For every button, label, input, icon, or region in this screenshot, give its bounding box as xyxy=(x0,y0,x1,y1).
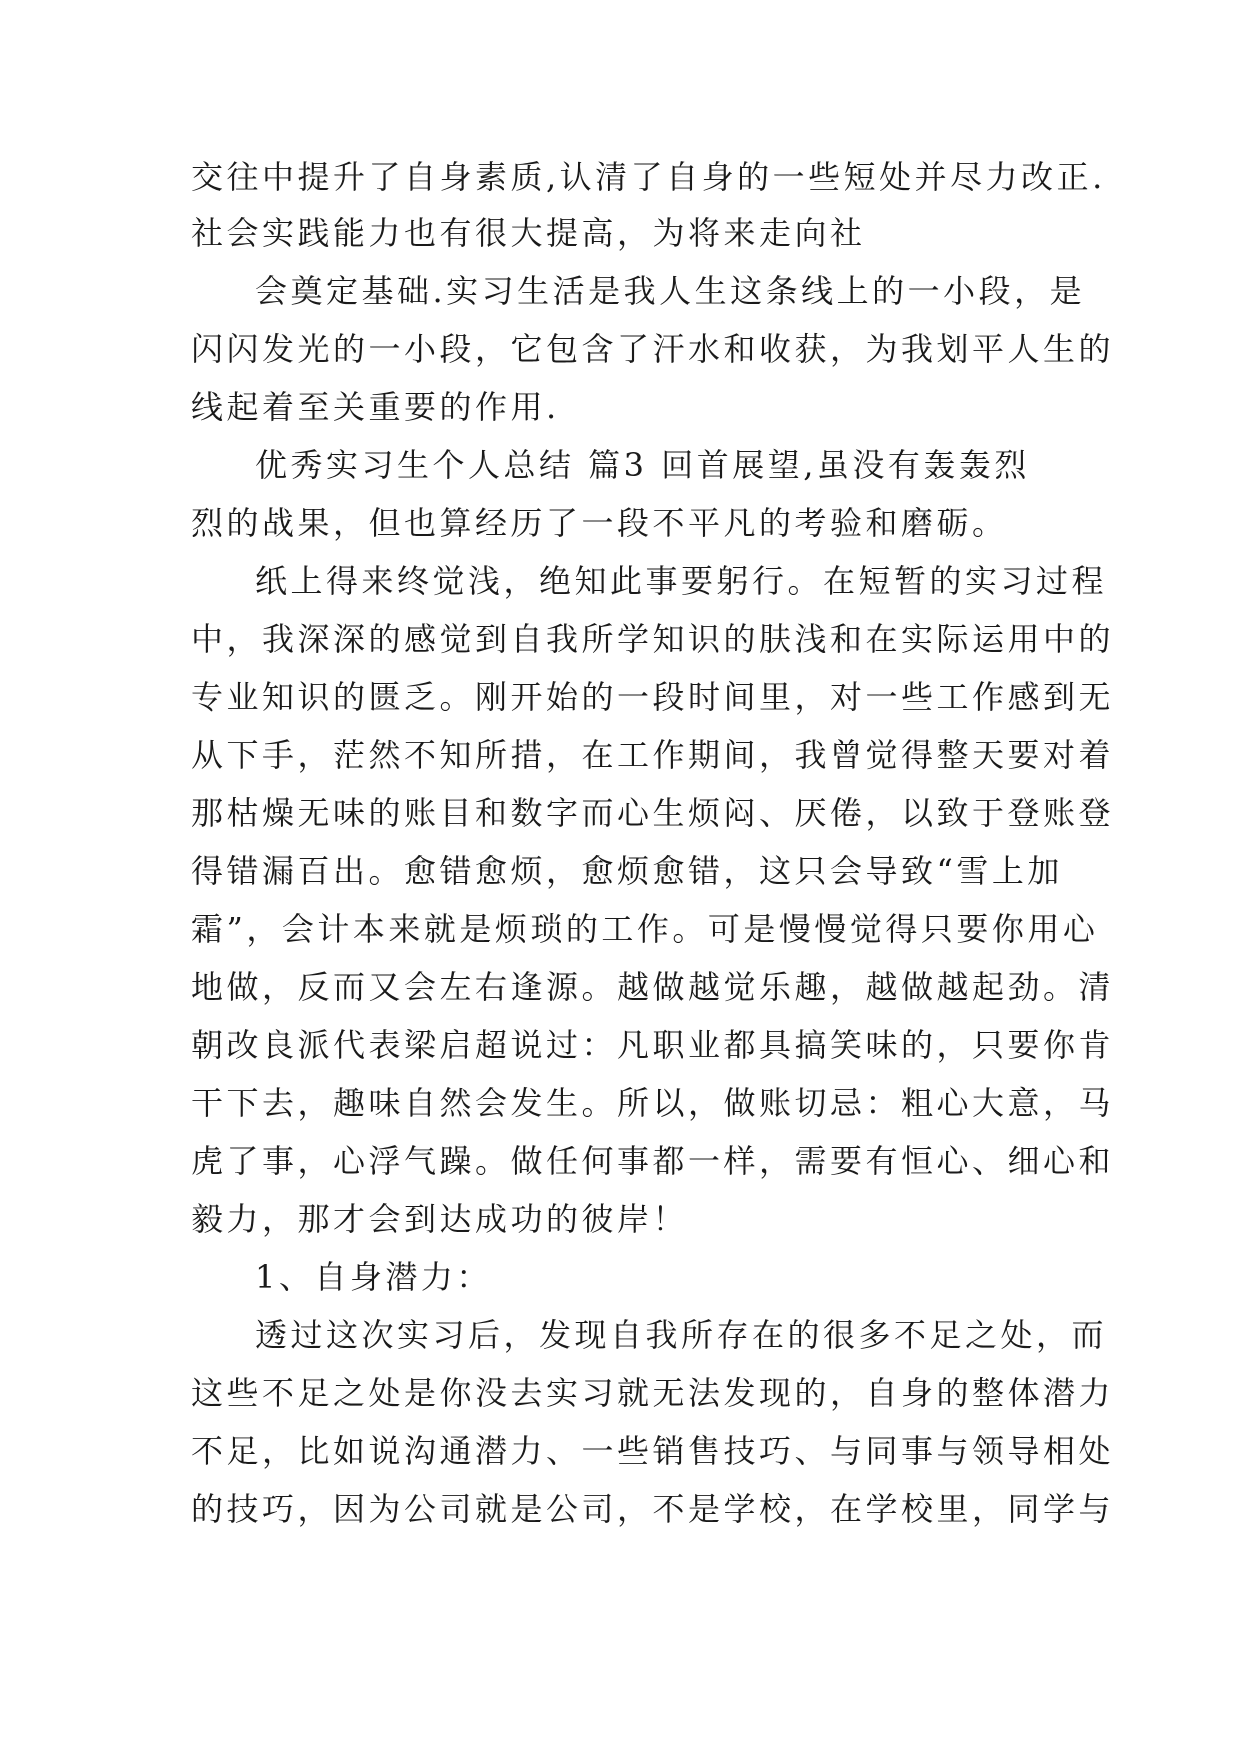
text-line: 那枯燥无味的账目和数字而心生烦闷、厌倦，以致于登账登 xyxy=(191,794,1115,832)
text-line: 的技巧，因为公司就是公司，不是学校，在学校里，同学与 xyxy=(191,1490,1115,1528)
text-line: 干下去，趣味自然会发生。所以，做账切忌：粗心大意，马 xyxy=(191,1084,1115,1122)
text-line: 烈的战果，但也算经历了一段不平凡的考验和磨砺。 xyxy=(191,504,1008,542)
numbered-heading: 1、自身潜力： xyxy=(255,1258,492,1296)
text-line: 朝改良派代表梁启超说过：凡职业都具搞笑味的，只要你肯 xyxy=(191,1026,1115,1064)
text-line: 地做，反而又会左右逢源。越做越觉乐趣，越做越起劲。清 xyxy=(191,968,1115,1006)
text-line: 交往中提升了自身素质,认清了自身的一些短处并尽力改正. xyxy=(191,158,1106,196)
text-line: 从下手，茫然不知所措，在工作期间，我曾觉得整天要对着 xyxy=(191,736,1115,774)
document-body xyxy=(191,150,1115,1538)
paragraph-first-line: 会奠定基础.实习生活是我人生这条线上的一小段，是 xyxy=(255,272,1086,310)
text-line: 专业知识的匮乏。刚开始的一段时间里，对一些工作感到无 xyxy=(191,678,1115,716)
text-line: 社会实践能力也有很大提高，为将来走向社 xyxy=(191,214,866,252)
text-line: 这些不足之处是你没去实习就无法发现的，自身的整体潜力 xyxy=(191,1374,1115,1412)
text-line: 霜”，会计本来就是烦琐的工作。可是慢慢觉得只要你用心 xyxy=(191,910,1099,948)
paragraph-first-line: 纸上得来终觉浅，绝知此事要躬行。在短暂的实习过程 xyxy=(255,562,1108,600)
text-line: 毅力，那才会到达成功的彼岸！ xyxy=(191,1200,689,1238)
text-line: 不足，比如说沟通潜力、一些销售技巧、与同事与领导相处 xyxy=(191,1432,1115,1470)
text-line: 得错漏百出。愈错愈烦，愈烦愈错，这只会导致“雪上加 xyxy=(191,852,1063,890)
section-heading-line: 优秀实习生个人总结 篇3 回首展望,虽没有轰轰烈 xyxy=(255,446,1030,484)
text-line: 中，我深深的感觉到自我所学知识的肤浅和在实际运用中的 xyxy=(191,620,1115,658)
text-line: 线起着至关重要的作用. xyxy=(191,388,560,426)
text-line: 闪闪发光的一小段，它包含了汗水和收获，为我划平人生的 xyxy=(191,330,1115,368)
text-line: 虎了事，心浮气躁。做任何事都一样，需要有恒心、细心和 xyxy=(191,1142,1115,1180)
paragraph-first-line: 透过这次实习后，发现自我所存在的很多不足之处，而 xyxy=(255,1316,1108,1354)
